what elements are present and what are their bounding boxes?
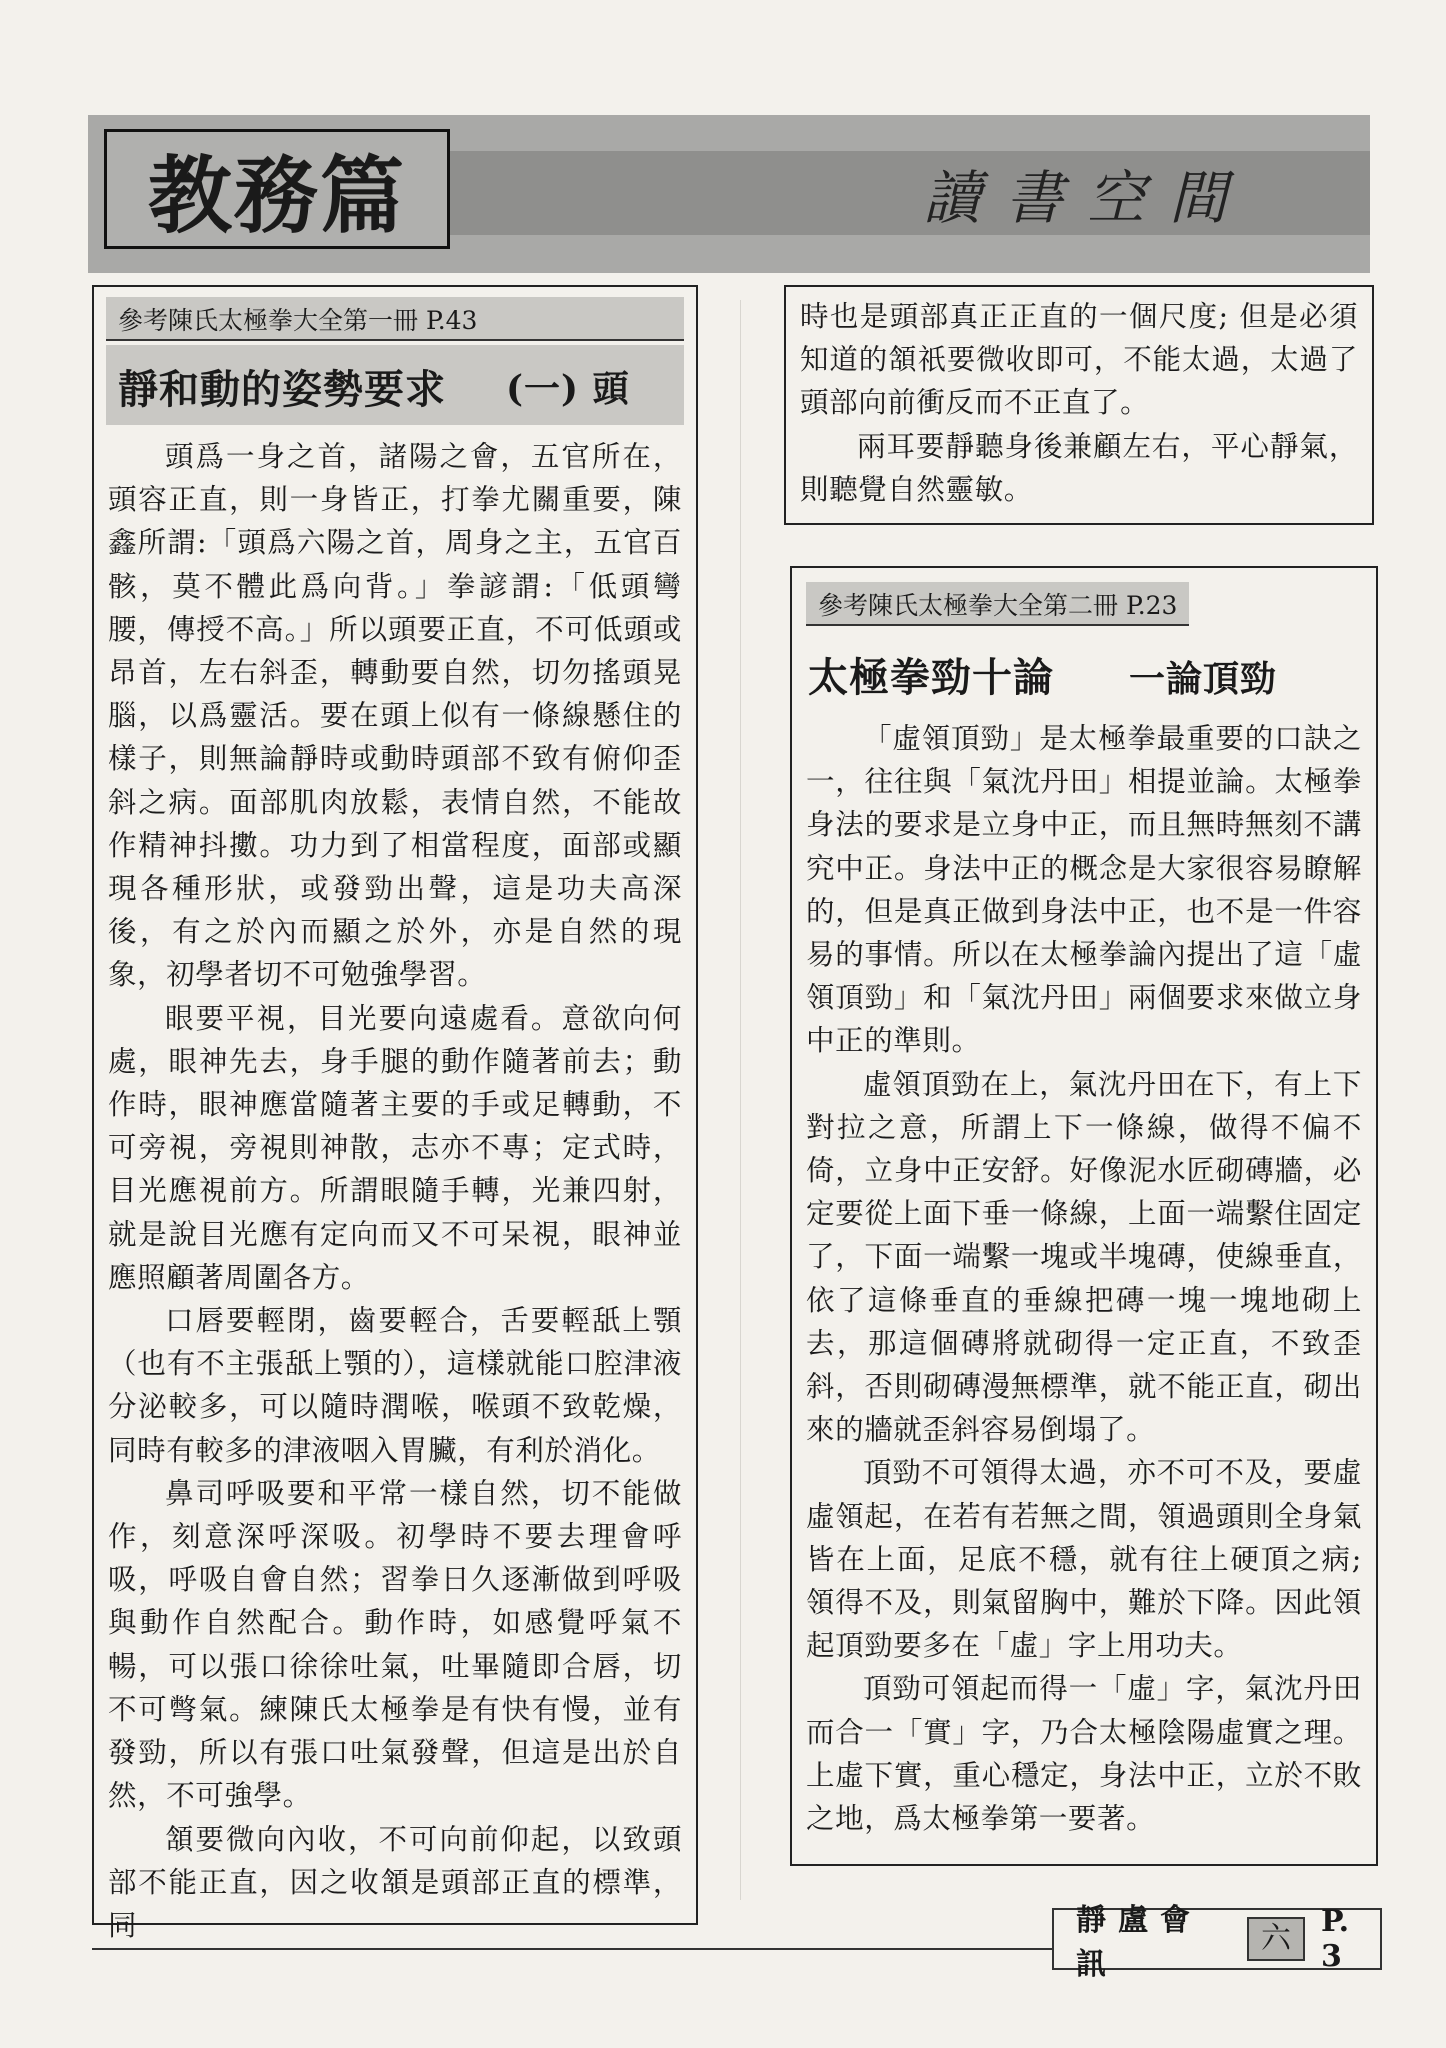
right-article-reference: 參考陳氏太極拳大全第二冊 P.23 — [806, 582, 1189, 626]
paragraph: 眼要平視，目光要向遠處看。意欲向何處，眼神先去，身手腿的動作隨著前去；動作時，眼神應當隨著主要的手或足轉動，不可旁視，旁視則神散，志亦不專；定式時，目光應視前方。所謂眼隨手轉，光兼四射，就是說目光應有定向而又不可呆視，眼神並應照顧著周圍各方。 — [108, 1001, 682, 1294]
left-article — [92, 285, 698, 1942]
right-article-title — [796, 636, 1372, 711]
column-name: 讀書空間 — [923, 164, 1252, 232]
right-article — [790, 566, 1378, 1866]
paragraph: 時也是頭部真正正直的一個尺度; 但是必須知道的頷祇要微收即可，不能太過，太過了頭部向前衝反而不正直了。 — [800, 300, 1358, 420]
left-article-body — [94, 435, 696, 1947]
left-article-reference: 參考陳氏太極拳大全第一冊 P.43 — [106, 297, 684, 341]
paragraph: 虛領頂勁在上，氣沈丹田在下，有上下對拉之意，所謂上下一條線，做得不偏不倚，立身中正安舒。好像泥水匠砌磚牆，必定要從上面下垂一條線，上面一端繫住固定了，下面一端繫一塊或半塊磚，使線垂直，依了這條垂直的垂線把磚一塊一塊地砌上去，那這個磚將就砌得一定正直，不致歪斜，否則砌磚漫無標準，就不能正直，砌出來的牆就歪斜容易倒塌了。 — [806, 1067, 1362, 1447]
publication-name: 靜盧會訊 — [1076, 1903, 1202, 1982]
left-article-title-text: 靜和動的姿勢要求 — [118, 365, 446, 413]
page-number: P. 3 — [1321, 1904, 1350, 1974]
footer — [1052, 1903, 1382, 1982]
right-top-article-body — [786, 287, 1372, 511]
footer-rule — [92, 1948, 1052, 1950]
issue-number: 六 — [1247, 1917, 1305, 1961]
right-article-subtitle: 一論頂勁 — [1128, 658, 1277, 700]
paragraph: 頭爲一身之首，諸陽之會，五官所在，頭容正直，則一身皆正，打拳尤關重要，陳鑫所謂:「頭爲六陽之首，周身之主，五官百骸，莫不體此爲向背。」拳諺謂:「低頭彎腰，傳授不高。」所以頭要正直，不可低頭或昂首，左右斜歪，轉動要自然，切勿搖頭晃腦，以爲靈活。要在頭上似有一條線懸住的樣子，則無論靜時或動時頭部不致有俯仰歪斜之病。面部肌肉放鬆，表情自然，不能故作精神抖擻。功力到了相當程度，面部或顯現各種形狀，或發勁出聲，這是功夫高深後，有之於內而顯之於外，亦是自然的現象，初學者切不可勉強學習。 — [108, 440, 682, 992]
column-divider — [740, 300, 741, 1900]
left-article-title — [106, 345, 684, 425]
paragraph: 「虛領頂勁」是太極拳最重要的口訣之一，往往與「氣沈丹田」相提並論。太極拳身法的要求是立身中正，而且無時無刻不講究中正。身法中正的概念是大家很容易瞭解的，但是真正做到身法中正，也不是一件容易的事情。所以在太極拳論內提出了這「虛領頂勁」和「氣沈丹田」兩個要求來做立身中正的準則。 — [806, 722, 1362, 1058]
paragraph: 鼻司呼吸要和平常一樣自然，切不能做作，刻意深呼深吸。初學時不要去理會呼吸，呼吸自會自然；習拳日久逐漸做到呼吸與動作自然配合。動作時，如感覺呼氣不暢，可以張口徐徐吐氣，吐畢隨即合唇，切不可彆氣。練陳氏太極拳是有快有慢，並有發勁，所以有張口吐氣發聲，但這是出於自然，不可強學。 — [108, 1476, 682, 1813]
header-band — [88, 115, 1370, 273]
paragraph: 口唇要輕閉，齒要輕合，舌要輕舐上顎（也有不主張舐上顎的），這樣就能口腔津液分泌較多，可以隨時潤喉，喉頭不致乾燥，同時有較多的津液咽入胃臟，有利於消化。 — [108, 1304, 682, 1467]
right-article-title-text: 太極拳勁十論 — [808, 654, 1054, 701]
paragraph: 兩耳要靜聽身後兼顧左右，平心靜氣，則聽覺自然靈敏。 — [800, 429, 1358, 506]
paragraph: 頂勁不可領得太過，亦不可不及，要虛虛領起，在若有若無之間，領過頭則全身氣皆在上面，足底不穩，就有往上硬頂之病; 領得不及，則氣留胸中，難於下降。因此領起頂勁要多在「虛」字上用功夫。 — [806, 1456, 1362, 1663]
paragraph: 頂勁可領起而得一「虛」字，氣沈丹田而合一「實」字，乃合太極陰陽虛實之理。上虛下實，重心穩定，身法中正，立於不敗之地，爲太極拳第一要著。 — [806, 1672, 1362, 1836]
left-article-subtitle: (一) 頭 — [506, 367, 630, 410]
right-article-body — [792, 717, 1376, 1840]
section-title: 教務篇 — [104, 129, 450, 249]
right-top-article — [784, 285, 1374, 525]
paragraph: 頷要微向內收，不可向前仰起，以致頭部不能正直，因之收頷是頭部正直的標準，同 — [108, 1822, 682, 1942]
